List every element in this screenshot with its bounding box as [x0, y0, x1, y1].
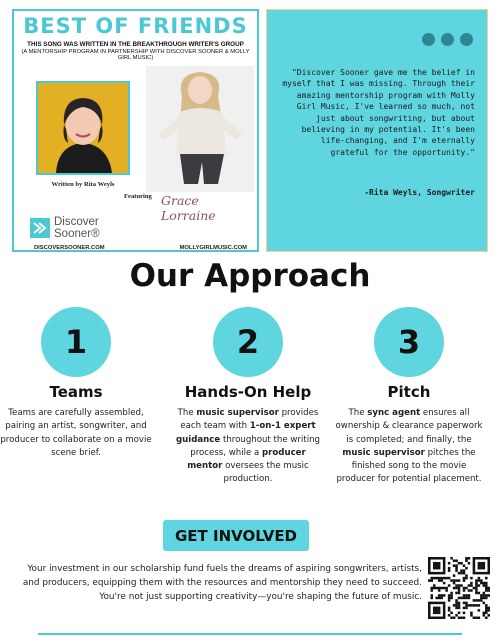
- card-subtitle: THIS SONG WAS WRITTEN IN THE BREAKTHROUGH WRITER'S GROUP: [27, 41, 244, 48]
- desc-text: ensures all ownership & clearance paperwork is completed; and finally, the: [335, 408, 483, 445]
- step-description: [333, 407, 485, 487]
- rita-photo: [36, 81, 130, 175]
- featured-artist-name: Grace Lorraine: [161, 193, 216, 223]
- section-title: Our Approach: [129, 258, 371, 294]
- dot-icon: [441, 33, 454, 46]
- desc-text: pitches the finished song to the movie producer for potential placement.: [336, 447, 482, 485]
- logo-line-2: Sooner®: [54, 228, 100, 240]
- desc-text: The: [348, 408, 368, 418]
- testimonial-panel: [266, 9, 488, 252]
- desc-emphasis: music supervisor: [196, 408, 279, 418]
- desc-text: throughout the writing process, while a: [190, 434, 320, 458]
- get-involved-button[interactable]: GET INVOLVED: [163, 520, 309, 551]
- discover-sooner-logo: [30, 218, 130, 240]
- step-hands-on-help: [172, 307, 324, 487]
- step-description: [172, 407, 324, 487]
- discover-sooner-wordmark: [54, 216, 100, 240]
- card-subtitle-program: (A MENTORSHIP PROGRAM IN PARTNERSHIP WITH DISCOVER SOONER & MOLLY GIRL MUSIC): [21, 49, 250, 61]
- mollygirlmusic-url[interactable]: MOLLYGIRLMUSIC.COM: [179, 245, 247, 251]
- testimonial-quote: "Discover Sooner gave me the belief in myself that I was missing. Through their amazing mentorship program with Molly Girl Music, I've learned so much, not just about songwriting, but about believing in my potential. It's been life-changing, and I'm eternally grateful for the opportunity.": [282, 68, 475, 157]
- desc-emphasis: producer mentor: [187, 447, 306, 472]
- decorative-dots: [422, 33, 473, 46]
- step-pitch: [333, 307, 485, 487]
- grace-photo: [146, 66, 254, 192]
- desc-text: The: [177, 408, 197, 418]
- rita-portrait-illustration: [38, 83, 128, 173]
- song-title: BEST OF FRIENDS: [23, 14, 248, 38]
- footer-divider: [38, 633, 462, 635]
- investment-paragraph: Your investment in our scholarship fund fuels the dreams of aspiring songwriters, artists, and producers, equipping them with the resources and mentorship they need to succeed. You're not just supporting creativity—you're shaping the future of music.: [22, 564, 422, 602]
- testimonial-author: -Rita Weyls, Songwriter: [364, 188, 475, 197]
- discoversooner-url[interactable]: DISCOVERSOONER.COM: [34, 245, 105, 251]
- album-card: [12, 9, 259, 252]
- step-title: Pitch: [387, 383, 431, 401]
- grace-portrait-illustration: [146, 66, 254, 192]
- discover-sooner-logo-icon: [30, 218, 50, 238]
- logo-line-1: Discover: [54, 216, 99, 228]
- step-number-badge: 1: [41, 307, 111, 377]
- desc-emphasis: music supervisor: [342, 447, 425, 458]
- written-by-label: Written by Rita Weyls: [51, 181, 115, 188]
- desc-text: provides each team with: [180, 408, 319, 432]
- dot-icon: [460, 33, 473, 46]
- dot-icon: [422, 33, 435, 46]
- desc-emphasis: sync agent: [367, 408, 421, 418]
- desc-emphasis: 1-on-1 expert guidance: [176, 421, 316, 445]
- step-title: Teams: [49, 383, 103, 401]
- qr-code-icon[interactable]: [428, 557, 490, 619]
- step-number-badge: 3: [374, 307, 444, 377]
- step-number-badge: 2: [213, 307, 283, 377]
- featuring-label: Featuring: [124, 193, 152, 200]
- step-teams: [0, 307, 152, 460]
- step-title: Hands-On Help: [184, 383, 312, 401]
- step-description: Teams are carefully assembled, pairing an artist, songwriter, and producer to collaborate on a movie scene brief.: [0, 408, 152, 458]
- desc-text: oversees the music production.: [222, 461, 309, 485]
